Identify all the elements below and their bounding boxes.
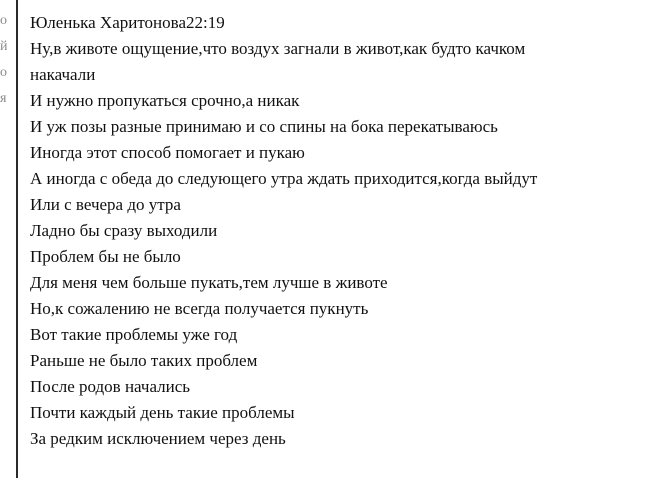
message-time: 22:19 [186, 13, 225, 32]
message-line: А иногда с обеда до следующего утра ждать приходится,когда выйдут [30, 169, 538, 188]
window-border [16, 0, 18, 478]
message-line: Почти каждый день такие проблемы [30, 403, 295, 422]
edge-glyph: о [0, 13, 7, 28]
message-line: Но,к сожалению не всегда получается пукнуть [30, 299, 369, 318]
message-line: И уж позы разные принимаю и со спины на бока перекатываюсь [30, 117, 498, 136]
edge-glyph: й [0, 39, 8, 54]
message-line: Ладно бы сразу выходили [30, 221, 218, 240]
message-line: За редким исключением через день [30, 429, 286, 448]
message-line: Ну,в животе ощущение,что воздух загнали в живот,как будто качком [30, 39, 526, 58]
message-line: Раньше не было таких проблем [30, 351, 258, 370]
sender-name[interactable]: Юленька Харитонова [30, 13, 186, 32]
message-line: Для меня чем больше пукать,тем лучше в животе [30, 273, 388, 292]
message-line: Вот такие проблемы уже год [30, 325, 238, 344]
message-line: И нужно пропукаться срочно,а никак [30, 91, 300, 110]
message-line: После родов начались [30, 377, 191, 396]
edge-glyph: о [0, 65, 7, 80]
message-line: накачали [30, 65, 96, 84]
message-header [30, 10, 655, 36]
edge-glyph: я [0, 91, 7, 106]
message-line: Иногда этот способ помогает и пукаю [30, 143, 305, 162]
chat-message [30, 10, 655, 452]
message-line: Проблем бы не было [30, 247, 181, 266]
message-line: Или с вечера до утра [30, 195, 181, 214]
